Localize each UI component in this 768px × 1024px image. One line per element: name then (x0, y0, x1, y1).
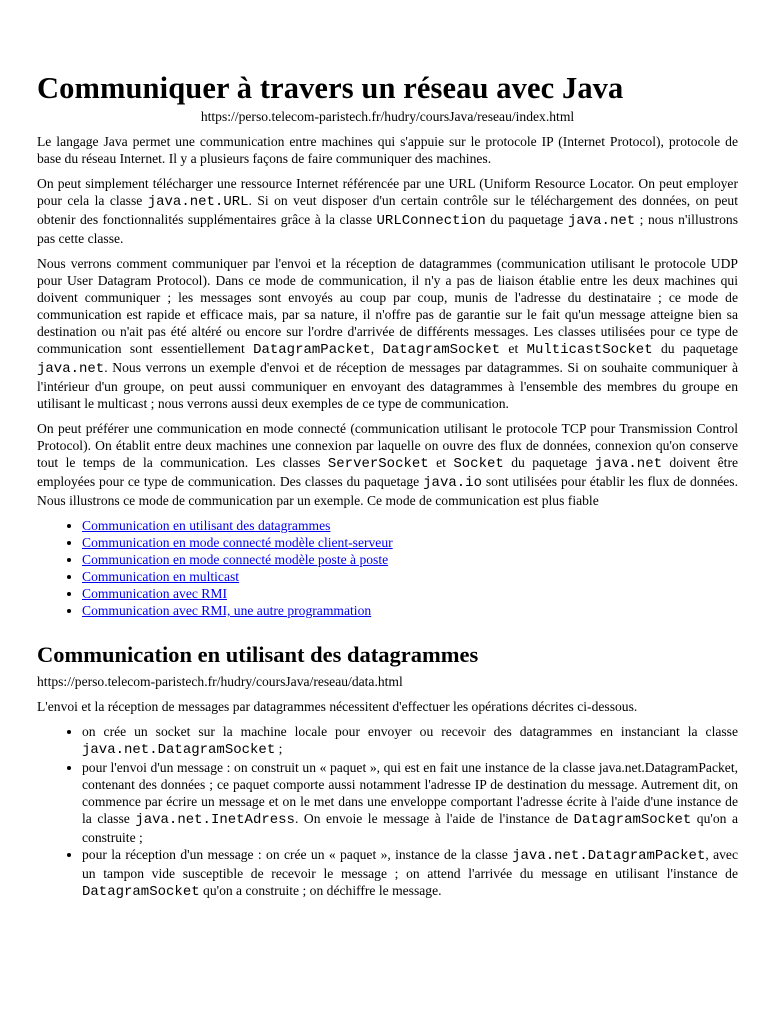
code-java-net: java.net (37, 361, 105, 377)
toc-item (82, 568, 738, 585)
page-title: Communiquer à travers un réseau avec Java (37, 71, 624, 105)
section-url: https://perso.telecom-paristech.fr/hudry/coursJava/reseau/data.html (37, 674, 403, 689)
code-multicastsocket: MulticastSocket (526, 342, 653, 358)
table-of-contents (37, 517, 738, 619)
code-datagramsocket: DatagramSocket (82, 884, 200, 900)
step-item-envoi: • pour l'envoi d'un message : on construit un « paquet », qui est en fait une instance de la classe java.net.DatagramPacket, contenant des données ; ce paquet comporte aussi notamment l'adresse IP de destination du message. Autrement dit, on commence par écrire un message et on le met dans une enveloppe comportant l'adresse écrite à l'aide d'une instance de la classe java.net.InetAdress. On envoie le message à l'aide de l'instance de DatagramSocket qu'on a construite ; (82, 759, 738, 846)
toc-item (82, 517, 738, 534)
section-intro: L'envoi et la réception de messages par datagrammes nécessitent d'effectuer les opérations décrites ci-dessous. (37, 699, 638, 714)
toc-link-rmi-autre[interactable]: Communication avec RMI, une autre programmation (82, 603, 372, 618)
toc-link-rmi[interactable]: Communication avec RMI (82, 586, 227, 601)
toc-link-datagrammes[interactable]: Communication en utilisant des datagrammes (82, 518, 331, 533)
toc-item (82, 534, 738, 551)
code-serversocket: ServerSocket (327, 456, 429, 472)
step-item-reception: • pour la réception d'un message : on crée un « paquet », instance de la classe java.net.DatagramPacket, avec un tampon vide susceptible de recevoir le message ; on attend l'arrivée du message en utilisant l'instance de DatagramSocket qu'on a construite ; on déchiffre le message. (82, 846, 738, 901)
code-java-net-url: java.net.URL (147, 194, 249, 210)
step-item-socket: • on crée un socket sur la machine locale pour envoyer ou recevoir des datagrammes en instanciant la classe java.net.DatagramSocket ; (82, 723, 738, 759)
section-title: Communication en utilisant des datagrammes (37, 642, 479, 667)
intro-paragraph-1: Le langage Java permet une communication entre machines qui s'appuie sur le protocole IP (Internet Protocol), protocole de base du réseau Internet. Il y a plusieurs façons de faire communiquer des machines. (37, 134, 738, 166)
code-urlconnection: URLConnection (376, 213, 486, 229)
code-java-net-datagramsocket: java.net.DatagramSocket (82, 742, 276, 758)
code-java-net-inetadress: java.net.InetAdress (135, 812, 295, 828)
toc-link-poste-a-poste[interactable]: Communication en mode connecté modèle poste à poste (82, 552, 389, 567)
intro-paragraph-3: Nous verrons comment communiquer par l'envoi et la réception de datagrammes (communication utilisant le protocole UDP pour User Datagram Protocol). Dans ce mode de communication, il n'y a pas de liaison établie entre les deux machines qui doivent communiquer ; les messages sont envoyés au coup par coup, munis de l'adresse du destinataire ; ce mode de communication est rapide et efficace mais, par sa nature, il n'offre pas de garantie sur le fait qu'un message atteigne bien sa destination ou n'ait pas été altéré ou encore sur l'ordre d'arrivée de différents messages. Les classes utilisées pour ce type de communication sont essentiellement DatagramPacket, DatagramSocket et MulticastSocket du paquetage java.net. Nous verrons un exemple d'envoi et de réception de messages par datagrammes. Si on souhaite communiquer à l'intérieur d'un groupe, on peut aussi communiquer en envoyant des datagrammes à l'ensemble des membres du groupe en utilisant le multicast ; nous verrons aussi deux exemples de ce type de communication. (37, 256, 739, 411)
steps-list (37, 723, 738, 901)
toc-link-multicast[interactable]: Communication en multicast (82, 569, 240, 584)
toc-item (82, 585, 738, 602)
main-url: https://perso.telecom-paristech.fr/hudry/coursJava/reseau/index.html (200, 109, 575, 124)
code-java-io: java.io (423, 475, 482, 491)
toc-item (82, 602, 738, 619)
toc-item (82, 551, 738, 568)
code-datagrampacket: DatagramPacket (253, 342, 371, 358)
code-datagramsocket: DatagramSocket (573, 812, 692, 828)
code-java-net: java.net (567, 213, 636, 229)
code-java-net-datagrampacket: java.net.DatagramPacket (512, 848, 706, 864)
code-socket: Socket (453, 456, 504, 472)
code-java-net: java.net (594, 456, 662, 472)
intro-paragraph-2: On peut simplement télécharger une ressource Internet référencée par une URL (Uniform Resource Locator. On peut employer pour cela la classe java.net.URL. Si on veut disposer d'un certain contrôle sur le téléchargement des données, on peut obtenir des fonctionnalités supplémentaires grâce à la classe URLConnection du paquetage java.net ; nous n'illustrons pas cette classe. (37, 176, 738, 246)
toc-link-client-serveur[interactable]: Communication en mode connecté modèle client-serveur (82, 535, 393, 550)
code-datagramsocket: DatagramSocket (382, 342, 501, 358)
intro-paragraph-4: On peut préférer une communication en mode connecté (communication utilisant le protocole TCP pour Transmission Control Protocol). On établit entre deux machines une connexion par laquelle on ouvre des flux de données, connexion qu'on conserve tout le temps de la communication. Les classes ServerSocket et Socket du paquetage java.net doivent être employées pour ce type de communication. Des classes du paquetage java.io sont utilisées pour établir les flux de données. Nous illustrons ce mode de communication par un exemple. Ce mode de communication est plus fiable (37, 421, 739, 508)
